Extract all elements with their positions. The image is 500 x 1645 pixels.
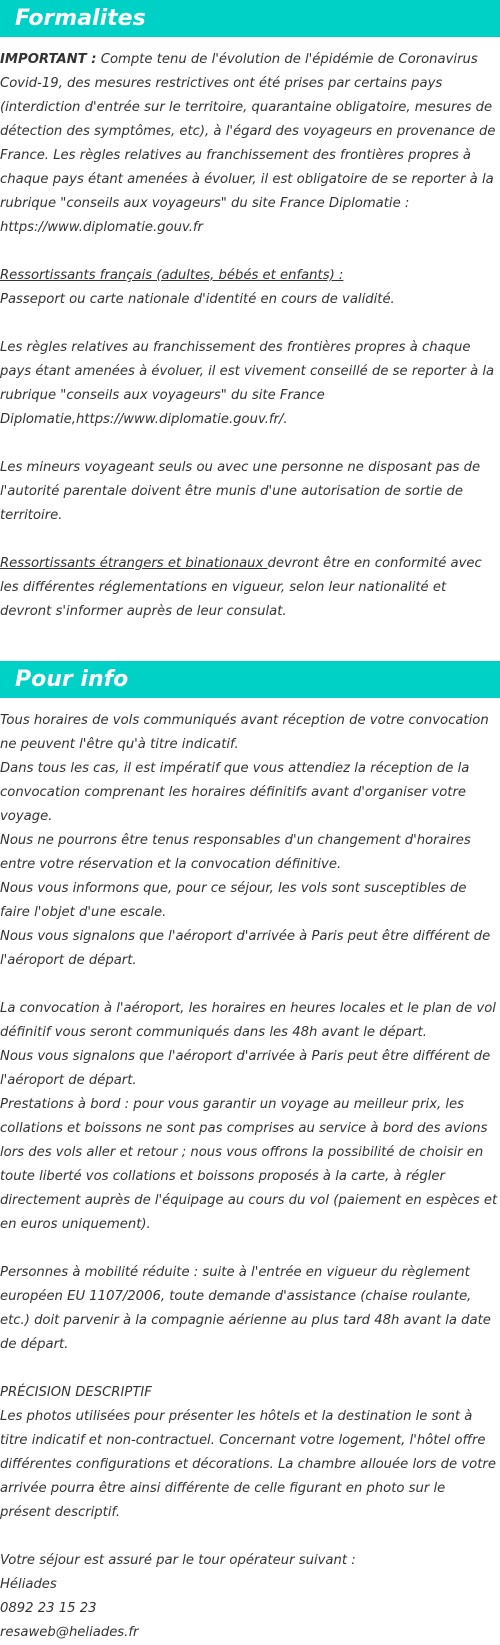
ressortissants-etr-paragraph [0, 552, 498, 624]
formalites-content [0, 37, 500, 624]
regles-paragraph: Les règles relatives au franchissement des frontières propres à chaque pays étant amenées à évoluer, il est vivement conseillé de se reporter à la rubrique "conseils aux voyageurs" du site France Diplomatie,https://www.diplomatie.gouv.fr/. [0, 340, 495, 427]
info-paragraph: Dans tous les cas, il est impératif que vous attendiez la réception de la convocation comprenant les horaires définitifs avant d'organiser votre voyage. [0, 761, 470, 824]
ressortissants-fr-label: Ressortissants français (adultes, bébés et enfants) : [0, 268, 344, 283]
precision-paragraph: Les photos utilisées pour présenter les hôtels et la destination le sont à titre indicatif et non-contractuel. Concernant votre logement, l'hôtel offre différentes configurations et décorations. La chambre allouée lors de votre arrivée pourra être ainsi différente de celle figurant en photo sur le présent descriptif. [0, 1409, 496, 1520]
operator-intro: Votre séjour est assuré par le tour opérateur suivant : [0, 1553, 356, 1568]
ressortissants-fr-text: Passeport ou carte nationale d'identité en cours de validité. [0, 292, 395, 307]
section-header-formalites [0, 0, 500, 37]
section-title-formalites: Formalites [15, 6, 146, 31]
ressortissants-etr-label: Ressortissants étrangers et binationaux [0, 556, 268, 571]
ressortissants-etr-text: devront être en conformité avec les différentes réglementations en vigueur, selon leur nationalité et devront s'informer auprès de leur consulat. [0, 556, 482, 619]
info-paragraph: Nous vous informons que, pour ce séjour, les vols sont susceptibles de faire l'objet d'une escale. [0, 881, 467, 920]
precision-title: PRÉCISION DESCRIPTIF [0, 1385, 152, 1400]
important-label: IMPORTANT : [0, 52, 97, 67]
info-paragraph: La convocation à l'aéroport, les horaires en heures locales et le plan de vol définitif vous seront communiqués dans les 48h avant le départ. [0, 1001, 496, 1040]
info-paragraph: Personnes à mobilité réduite : suite à l'entrée en vigueur du règlement européen EU 1107/2006, toute demande d'assistance (chaise roulante, etc.) doit parvenir à la compagnie aérienne au plus tard 48h avant la date de départ. [0, 1265, 491, 1352]
operator-email: resaweb@heliades.fr [0, 1625, 139, 1640]
section-header-pour-info [0, 661, 500, 698]
info-content [0, 698, 500, 1645]
important-paragraph [0, 48, 498, 240]
operator-phone: 0892 23 15 23 [0, 1601, 97, 1616]
section-title-pour-info: Pour info [15, 667, 129, 692]
mineurs-paragraph: Les mineurs voyageant seuls ou avec une personne ne disposant pas de l'autorité parentale doivent être munis d'une autorisation de sortie de territoire. [0, 460, 481, 523]
info-paragraph: Nous ne pourrons être tenus responsables d'un changement d'horaires entre votre réservation et la convocation définitive. [0, 833, 471, 872]
info-paragraph: Nous vous signalons que l'aéroport d'arrivée à Paris peut être différent de l'aéroport de départ. [0, 1049, 491, 1088]
info-paragraph: Prestations à bord : pour vous garantir un voyage au meilleur prix, les collations et boissons ne sont pas comprises au service à bord des avions lors des vols aller et retour ; nous vous offrons la possibilité de choisir en toute liberté vos collations et boissons proposés à la carte, à régler directement auprès de l'équipage au cours du vol (paiement en espèces et en euros uniquement). [0, 1097, 498, 1232]
operator-name: Héliades [0, 1577, 57, 1592]
info-paragraph: Nous vous signalons que l'aéroport d'arrivée à Paris peut être différent de l'aéroport de départ. [0, 929, 491, 968]
important-text: Compte tenu de l'évolution de l'épidémie de Coronavirus Covid-19, des mesures restrictives ont été prises par certains pays (interdiction d'entrée sur le territoire, quarantaine obligatoire, mesures de détection des symptômes, etc), à l'égard des voyageurs en provenance de France. Les règles relatives au franchissement des frontières propres à chaque pays étant amenées à évoluer, il est obligatoire de se reporter à la rubrique "conseils aux voyageurs" du site France Diplomatie : https://www.diplomatie.gouv.fr [0, 52, 496, 235]
info-paragraph: Tous horaires de vols communiqués avant réception de votre convocation ne peuvent l'être qu'à titre indicatif. [0, 713, 489, 752]
